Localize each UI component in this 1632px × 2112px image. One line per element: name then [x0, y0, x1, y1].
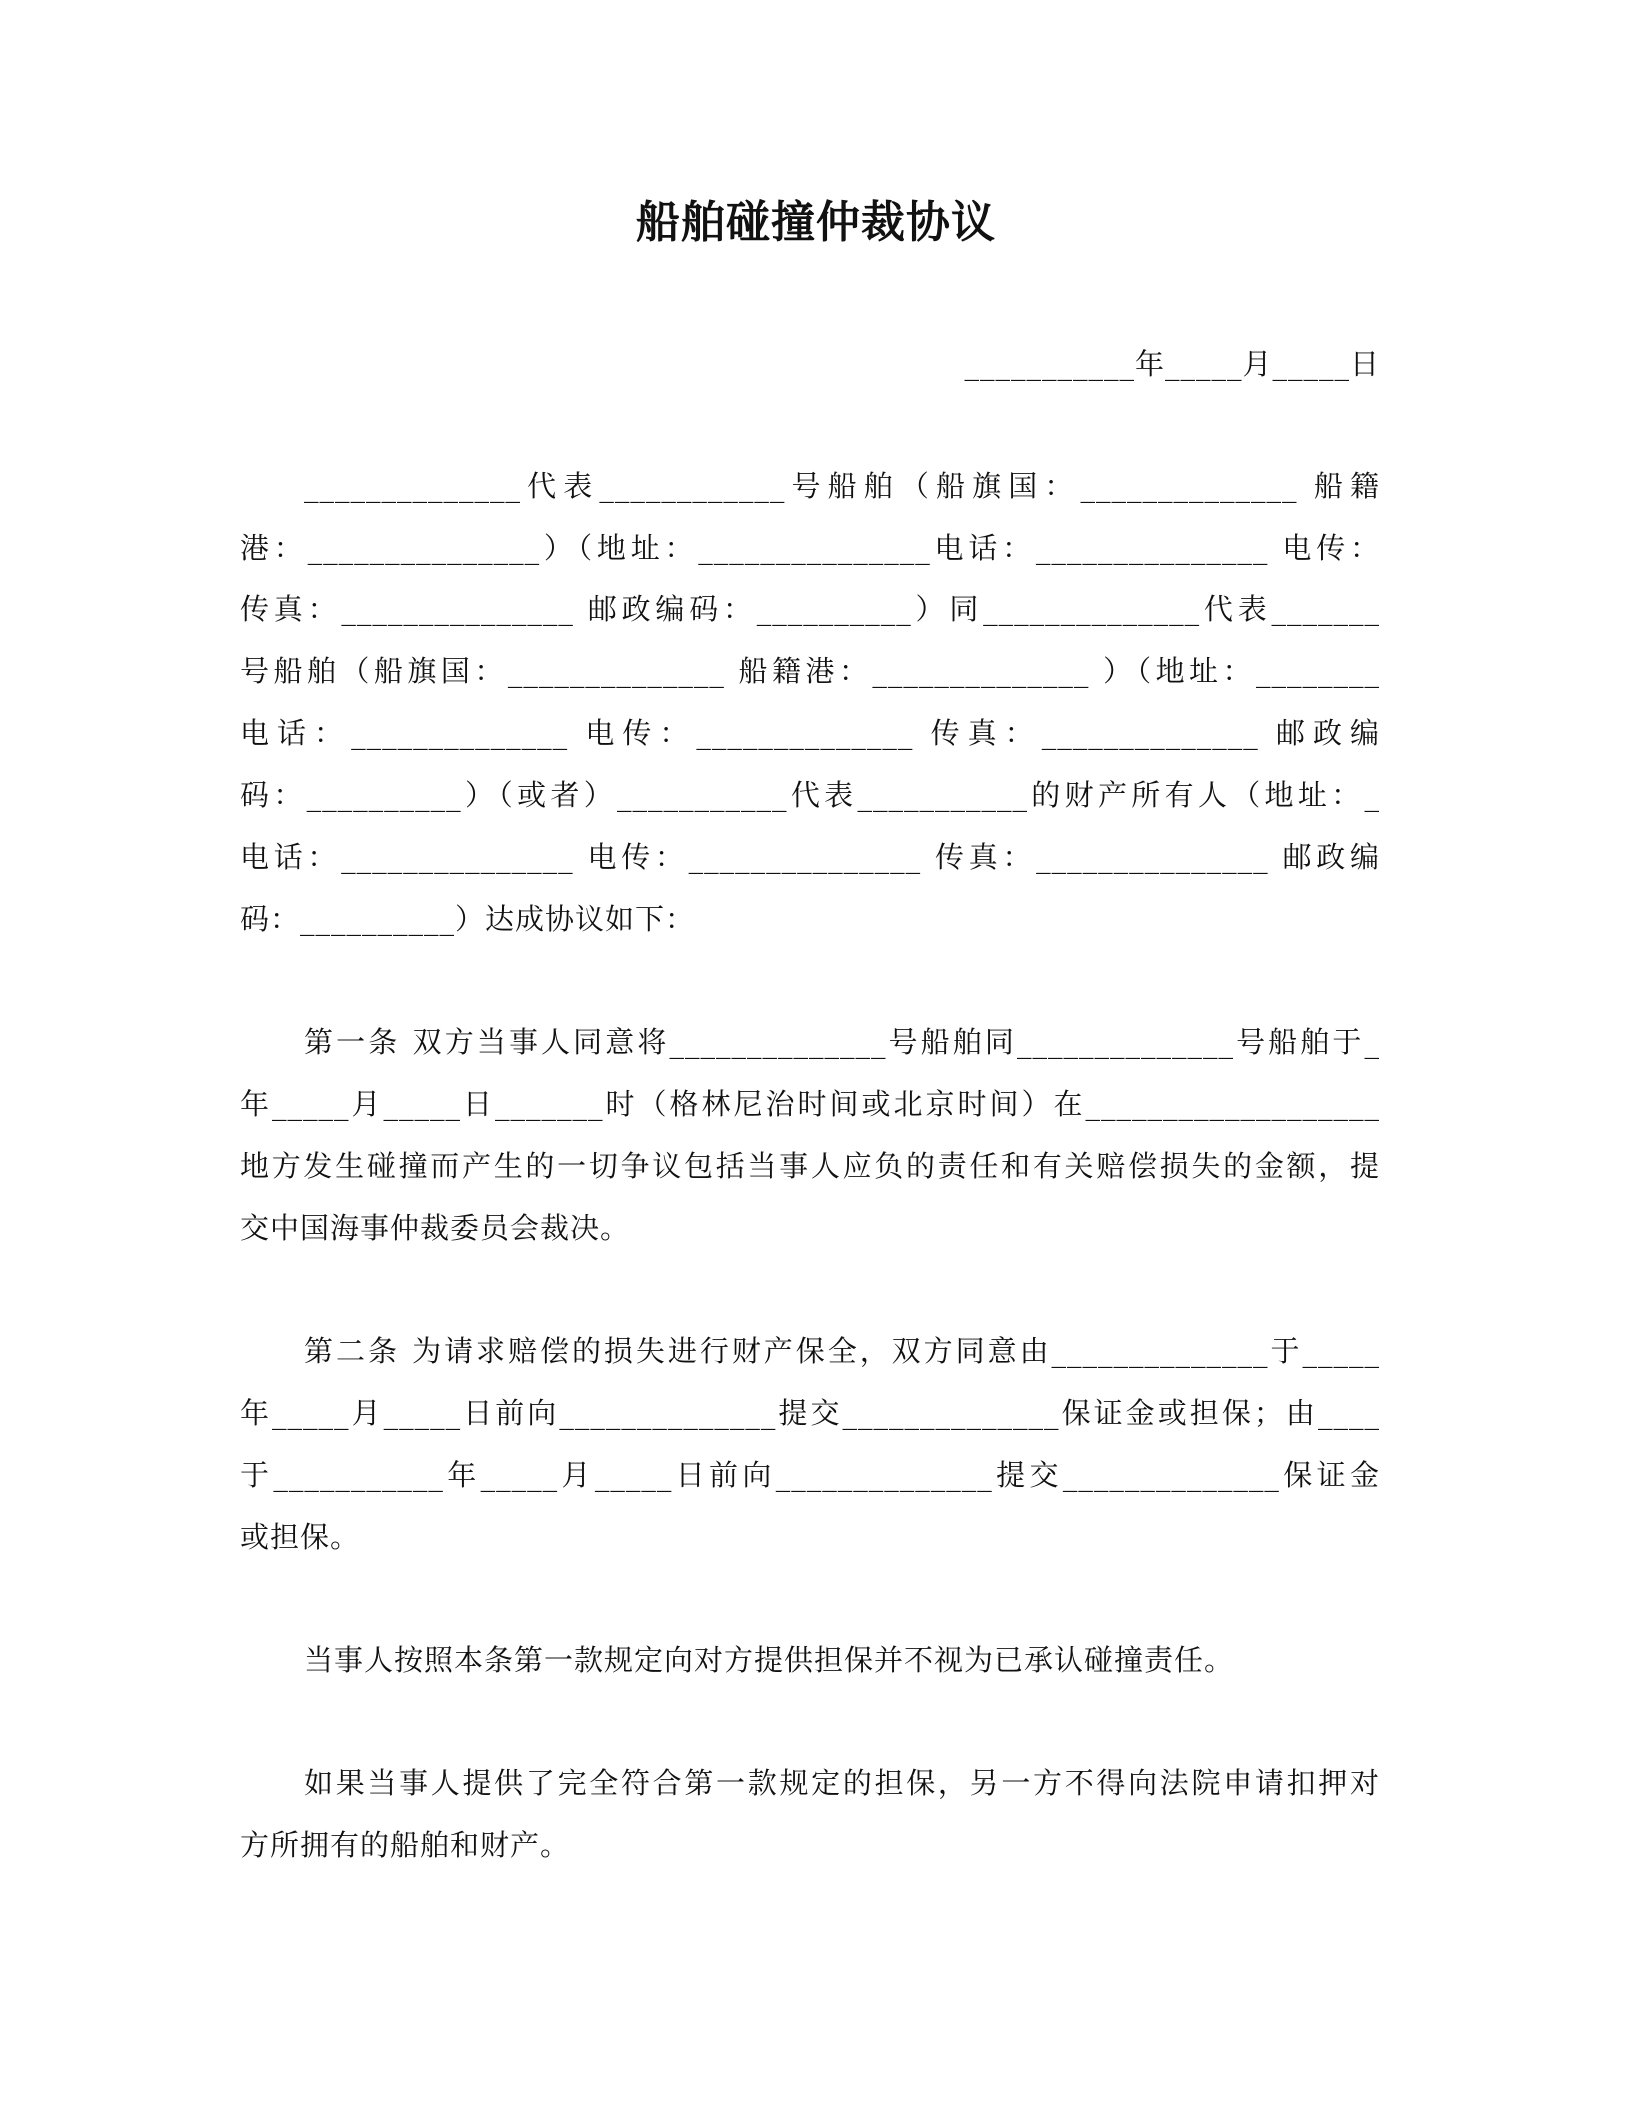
article-2-line-1: 第二条 为请求赔偿的损失进行财产保全，双方同意由______________于_____: [304, 1334, 1380, 1368]
article-2-line-2: 年_____月_____日前向______________提交______________保证金或担保；由____: [240, 1396, 1380, 1430]
article-2-line-4: 或担保。: [240, 1520, 361, 1554]
article-1-line-2: 年_____月_____日_______时（格林尼治时间或北京时间）在___________________: [240, 1087, 1380, 1121]
paragraph-3: 当事人按照本条第一款规定向对方提供担保并不视为已承认碰撞责任。: [304, 1643, 1235, 1677]
parties-line-1: ______________代表____________号船舶（船旗国：______________ 船籍: [304, 469, 1380, 503]
article-1-line-1: 第一条 双方当事人同意将______________号船舶同______________号船舶于_: [304, 1025, 1380, 1059]
parties-line-3: 传真：_______________ 邮政编码：__________）同______________代表_______: [240, 592, 1380, 626]
parties-line-2: 港：_______________）（地址：_______________电话：_______________ 电传：: [240, 531, 1380, 565]
document-title: 船舶碰撞仲裁协议: [636, 197, 996, 248]
parties-line-5: 电话：______________ 电传：______________ 传真：______________ 邮政编: [240, 716, 1380, 750]
article-1-line-3: 地方发生碰撞而产生的一切争议包括当事人应负的责任和有关赔偿损失的金额，提: [240, 1149, 1380, 1183]
parties-line-6: 码：__________）（或者）___________代表___________的财产所有人（地址：_: [240, 778, 1380, 812]
paragraph-4-line-1: 如果当事人提供了完全符合第一款规定的担保，另一方不得向法院申请扣押对: [304, 1766, 1380, 1800]
parties-line-7: 电话：_______________ 电传：_______________ 传真：_______________ 邮政编: [240, 840, 1380, 874]
parties-line-4: 号船舶（船旗国：______________ 船籍港：______________ ）（地址：________: [240, 654, 1380, 688]
article-1-line-4: 交中国海事仲裁委员会裁决。: [240, 1211, 631, 1245]
parties-line-8: 码：__________）达成协议如下：: [240, 902, 696, 936]
date-line: ___________年_____月_____日: [964, 347, 1380, 381]
article-2-line-3: 于___________年_____月_____日前向______________提交______________保证金: [240, 1458, 1380, 1492]
paragraph-4-line-2: 方所拥有的船舶和财产。: [240, 1828, 571, 1862]
